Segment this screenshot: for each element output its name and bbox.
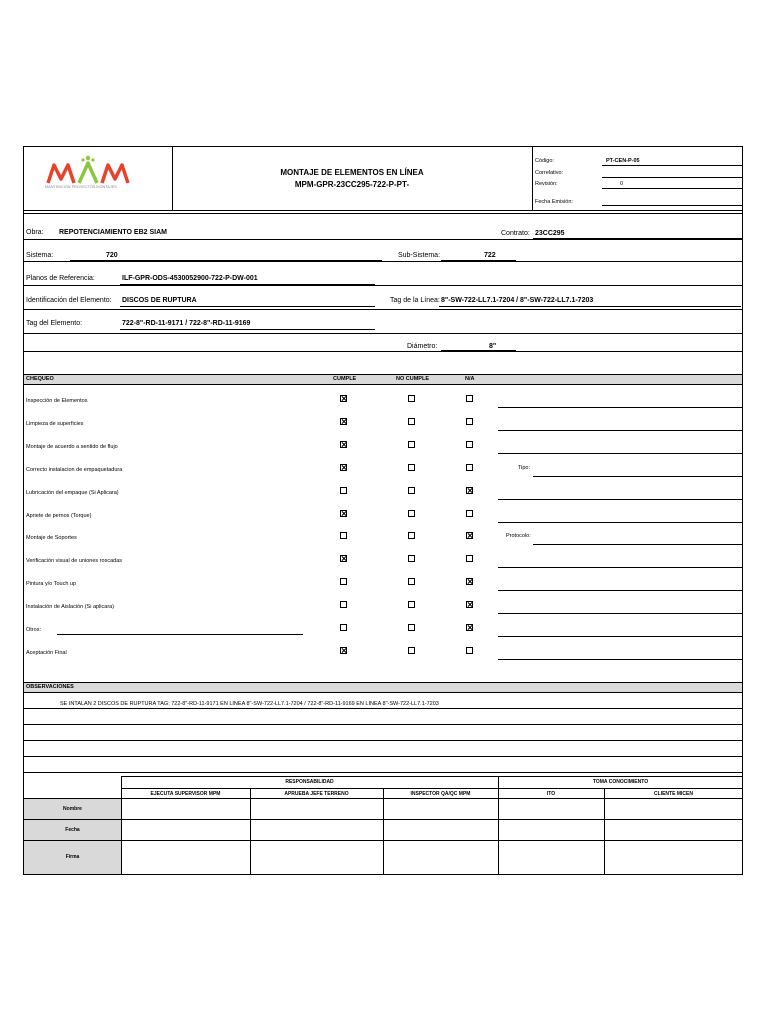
col-no-cumple: NO CUMPLE <box>396 376 429 382</box>
checkbox-no-cumple[interactable] <box>408 647 415 654</box>
observaciones-text: SE INTALAN 2 DISCOS DE RUPTURA TAG: 722-8"-RD-11-9171 EN LINEA 8"-SW-722-LL7.1-7204 / 722-8"-RD-11-9169 EN LINEA 8"-SW-722-LL7.1-7203 <box>60 701 439 707</box>
checkbox-na[interactable] <box>466 441 473 448</box>
col-chequeo: CHEQUEO <box>26 376 54 382</box>
form-frame <box>23 146 743 875</box>
company-logo <box>45 153 135 193</box>
checklist-comment-line <box>498 567 742 568</box>
meta-label-correlativo: Correlativo: <box>535 170 564 176</box>
checkbox-cumple[interactable] <box>340 418 347 425</box>
form-title: MONTAJE DE ELEMENTOS EN LÍNEA <box>280 168 424 177</box>
checkbox-na[interactable] <box>466 464 473 471</box>
observaciones-header: OBSERVACIONES <box>26 684 74 690</box>
otros-line <box>57 634 303 635</box>
ident-label: Identificación del Elemento: <box>26 297 112 304</box>
col-aprueba-jefe: APRUEBA JEFE TERRENO <box>284 791 349 797</box>
checklist-comment-line <box>498 659 742 660</box>
tag-linea-label: Tag de la Línea: <box>390 297 440 304</box>
row-nombre: Nombre <box>63 806 82 812</box>
contrato-value: 23CC295 <box>535 230 565 237</box>
col-cumple: CUMPLE <box>333 376 357 382</box>
tag-linea-value: 8"-SW-722-LL7.1-7204 / 8"-SW-722-LL7.1-7203 <box>441 297 594 304</box>
checklist-item-label: Montaje de acuerdo a sentido de flujo <box>26 443 118 450</box>
checklist-item-label: Otros: <box>26 627 41 633</box>
ident-value: DISCOS DE RUPTURA <box>122 297 197 304</box>
checkbox-no-cumple[interactable] <box>408 624 415 631</box>
header-divider <box>172 146 173 210</box>
obra-value: REPOTENCIAMIENTO EB2 SIAM <box>59 229 167 236</box>
checkbox-no-cumple[interactable] <box>408 532 415 539</box>
sistema-value: 720 <box>106 252 118 259</box>
checklist-item-label: Apriete de pernos (Torque) <box>26 512 92 519</box>
checklist-extra-label: Tipo: <box>518 464 531 471</box>
checkbox-no-cumple[interactable] <box>408 555 415 562</box>
header-bottom <box>23 210 743 211</box>
diametro-value: 8" <box>489 343 497 350</box>
checkbox-cumple[interactable] <box>340 395 347 402</box>
col-inspector-qaqc: INSPECTOR QA/QC MPM <box>410 791 471 797</box>
checkbox-na[interactable] <box>466 624 473 631</box>
meta-label-fecha: Fecha Emisión: <box>535 199 573 205</box>
checkbox-na[interactable] <box>466 395 473 402</box>
responsabilidad-header: RESPONSABILIDAD <box>285 779 334 785</box>
checkbox-na[interactable] <box>466 418 473 425</box>
checklist-item-label: Pintura y/o Touch up <box>26 581 77 588</box>
checklist-item-label: Verificación visual de uniones roscadas <box>26 558 123 565</box>
checkbox-cumple[interactable] <box>340 510 347 517</box>
meta-label-revision: Revisión: <box>535 181 558 187</box>
header-divider <box>532 146 533 210</box>
checklist-comment-line <box>498 407 742 408</box>
checkbox-na[interactable] <box>466 647 473 654</box>
checkbox-na[interactable] <box>466 601 473 608</box>
subsistema-label: Sub-Sistema: <box>398 252 441 259</box>
checklist-comment-line <box>498 636 742 637</box>
checklist-item-label: Inspección de Elementos <box>26 398 88 404</box>
tag-elemento-value: 722-8"-RD-11-9171 / 722-8"-RD-11-9169 <box>122 320 251 327</box>
checklist-item-label: Limpieza de superficies <box>26 420 84 427</box>
checklist-comment-line <box>498 430 742 431</box>
checkbox-cumple[interactable] <box>340 487 347 494</box>
col-ito: ITO <box>546 791 556 797</box>
checklist-comment-line <box>498 613 742 614</box>
checkbox-cumple[interactable] <box>340 601 347 608</box>
checklist-item-label: Aceptación Final <box>26 649 67 656</box>
planos-label: Planos de Referencia: <box>26 275 95 282</box>
row-firma: Firma <box>65 854 80 860</box>
checkbox-na[interactable] <box>466 578 473 585</box>
checklist-item-label: Lubricación del empaque (Si Aplicara) <box>26 489 119 496</box>
obra-label: Obra: <box>26 229 44 236</box>
row-fecha: Fecha <box>65 827 80 833</box>
checkbox-no-cumple[interactable] <box>408 487 415 494</box>
meta-label-codigo: Código: <box>535 158 554 164</box>
checklist-header-band <box>24 375 742 384</box>
col-na: N/A <box>465 376 475 382</box>
meta-value-revision: 0 <box>620 181 624 187</box>
header-bottom2 <box>23 213 743 214</box>
checkbox-cumple[interactable] <box>340 464 347 471</box>
checkbox-na[interactable] <box>466 487 473 494</box>
diametro-label: Diámetro: <box>407 343 438 350</box>
subsistema-value: 722 <box>484 252 496 259</box>
checkbox-na[interactable] <box>466 555 473 562</box>
checkbox-cumple[interactable] <box>340 555 347 562</box>
checklist-comment-line <box>498 522 742 523</box>
checkbox-cumple[interactable] <box>340 578 347 585</box>
contrato-label: Contrato: <box>501 230 530 237</box>
checklist-comment-line <box>498 590 742 591</box>
col-ejecuta-supervisor: EJECUTA SUPERVISOR MPM <box>150 791 221 797</box>
checkbox-no-cumple[interactable] <box>408 464 415 471</box>
checkbox-cumple[interactable] <box>340 441 347 448</box>
toma-conocimiento-header: TOMA CONOCIMIENTO <box>592 779 649 785</box>
checklist-comment-line <box>533 476 742 477</box>
meta-value-codigo: PT-CEN-P-05 <box>606 158 640 164</box>
checkbox-no-cumple[interactable] <box>408 510 415 517</box>
checklist-item-label: Montaje de Soportes <box>26 535 77 542</box>
sistema-label: Sistema: <box>26 252 54 259</box>
col-cliente: CLIENTE MICEN <box>654 791 693 797</box>
planos-value: ILF-GPR-ODS-4530052900-722-P-DW-001 <box>122 275 258 282</box>
checkbox-cumple[interactable] <box>340 624 347 631</box>
logo-subtitle: MANTENCIÓN PROYECTOS MONTAJES <box>45 185 117 189</box>
tag-elemento-label: Tag del Elemento: <box>26 320 83 327</box>
checklist-item-label: Instalación de Aislación (Si aplicara) <box>26 604 115 611</box>
checkbox-na[interactable] <box>466 510 473 517</box>
form-code: MPM-GPR-23CC295-722-P-PT- <box>294 180 410 189</box>
checklist-comment-line <box>498 499 742 500</box>
checkbox-no-cumple[interactable] <box>408 441 415 448</box>
checkbox-no-cumple[interactable] <box>408 418 415 425</box>
checklist-item-label: Correcto instalacion de empaquetadura <box>26 466 123 473</box>
checklist-comment-line <box>533 544 742 545</box>
checkbox-na[interactable] <box>466 532 473 539</box>
checklist-comment-line <box>498 453 742 454</box>
checkbox-no-cumple[interactable] <box>408 395 415 402</box>
observaciones-band <box>24 683 742 692</box>
checkbox-no-cumple[interactable] <box>408 578 415 585</box>
checkbox-cumple[interactable] <box>340 647 347 654</box>
checkbox-cumple[interactable] <box>340 532 347 539</box>
checkbox-no-cumple[interactable] <box>408 601 415 608</box>
checklist-extra-label: Protocolo: <box>506 533 531 540</box>
